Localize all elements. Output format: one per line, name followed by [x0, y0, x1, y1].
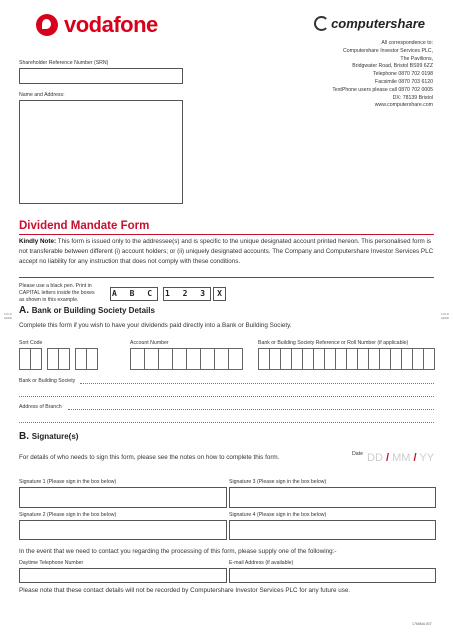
phone-field[interactable] [19, 568, 227, 583]
account-number-box[interactable] [214, 348, 229, 370]
signature-2-box[interactable] [19, 520, 227, 540]
kindly-note [19, 237, 434, 267]
account-number-box[interactable] [172, 348, 187, 370]
sort-code-box[interactable] [58, 348, 70, 370]
signature-4-box[interactable] [229, 520, 436, 540]
pen-line: Please use a black pen. Print in [19, 283, 92, 289]
footer-code: 1766MA 007 [412, 622, 432, 626]
account-number-box[interactable] [130, 348, 145, 370]
account-number-box[interactable] [158, 348, 173, 370]
bank-field-line2[interactable] [19, 396, 434, 397]
corr-line: Computershare Investor Services PLC, [343, 47, 433, 54]
signature-1-box[interactable] [19, 487, 227, 508]
corr-line: Bridgwater Road, Bristol BS99 6ZZ [352, 63, 433, 70]
section-b-intro: For details of who needs to sign this form, please see the notes on how to complete this form. [19, 454, 280, 461]
signature-3-box[interactable] [229, 487, 436, 508]
corr-line: All correspondence to: [381, 40, 433, 46]
computershare-logo [314, 16, 425, 31]
pen-instructions [19, 283, 95, 304]
footer-note: Please note that these contact details will not be recorded by Computershare Investor Services PLC for any future use. [19, 587, 351, 594]
account-number-box[interactable] [200, 348, 215, 370]
section-b-letter: B. [19, 431, 29, 442]
form-title: Dividend Mandate Form [19, 220, 150, 232]
account-number-box[interactable] [186, 348, 201, 370]
section-b-heading [19, 431, 78, 442]
date-label: Date [352, 451, 363, 457]
vodafone-logo-text: vodafone [64, 12, 158, 37]
date-field[interactable] [367, 452, 434, 464]
signature-3-label: Signature 3 (Please sign in the box below) [229, 479, 327, 485]
vodafone-logo [36, 12, 158, 38]
title-divider [19, 234, 434, 235]
email-field[interactable] [229, 568, 436, 583]
corr-line: www.computershare.com [374, 102, 433, 109]
computershare-c-icon [314, 16, 329, 31]
corr-line: Telephone 0870 702 0198 [373, 71, 433, 78]
contact-intro: In the event that we need to contact you regarding the processing of this form, please supply one of the following:- [19, 548, 337, 555]
corr-line: Facsimile 0870 703 6120 [375, 78, 433, 85]
section-a-letter: A. [19, 305, 29, 316]
example-cross: X [213, 287, 226, 301]
section-b-title: Signature(s) [31, 432, 79, 441]
reference-box[interactable] [423, 348, 435, 370]
kindly-note-text: This form is issued only to the addressee(s) and is specific to the unique designated account printed hereon. This personalised form is not transferable between different (i) account holders; or (ii) uniquely designated accounts. The Company and Computershare Investor Services PLC accept no liability for any instruction that does not comply with these conditions. [19, 238, 434, 265]
name-address-label: Name and Address: [19, 92, 65, 98]
kindly-note-label: Kindly Note: [19, 238, 57, 245]
vodafone-speechmark-icon [36, 14, 58, 36]
example-letters: A B C [110, 287, 158, 301]
pen-line: CAPITAL letters inside the boxes [19, 290, 95, 296]
bank-label: Bank or Building Society [19, 378, 76, 384]
email-label: E-mail Address (if available) [229, 560, 294, 566]
pen-line: as shown in this example. [19, 297, 79, 303]
branch-field-line2[interactable] [19, 422, 434, 423]
sort-code-label: Sort Code [19, 340, 43, 346]
section-a-title: Bank or Building Society Details [31, 306, 155, 315]
signature-2-label: Signature 2 (Please sign in the box below) [19, 512, 117, 518]
account-number-label: Account Number [130, 340, 169, 346]
bank-field[interactable] [80, 383, 434, 384]
signature-4-label: Signature 4 (Please sign in the box below) [229, 512, 327, 518]
sort-code-box[interactable] [30, 348, 42, 370]
account-number-box[interactable] [144, 348, 159, 370]
fold-here-left: FOLD HERE [3, 312, 13, 320]
phone-label: Daytime Telephone Number [19, 560, 84, 566]
sort-code-box[interactable] [86, 348, 98, 370]
date-mm: MM [392, 452, 411, 464]
date-separator: / [385, 452, 390, 464]
date-separator: / [413, 452, 417, 464]
example-digits: 1 2 3 [163, 287, 211, 301]
signature-1-label: Signature 1 (Please sign in the box below) [19, 479, 117, 485]
srn-field[interactable] [19, 68, 183, 84]
section-a-intro: Complete this form if you wish to have your dividends paid directly into a Bank or Building Society. [19, 322, 292, 329]
branch-field[interactable] [68, 409, 434, 410]
srn-label: Shareholder Reference Number (SRN) [19, 60, 109, 66]
fold-here-right: FOLD HERE [440, 312, 450, 320]
section-a-heading [19, 305, 155, 316]
date-dd: DD [367, 452, 383, 464]
corr-line: The Pavilions, [400, 55, 433, 62]
corr-line: TextPhone users please call 0870 702 0005 [332, 86, 433, 93]
corr-line: DX: 78139 Bristol [392, 94, 433, 101]
branch-label: Address of Branch [19, 404, 62, 410]
account-number-box[interactable] [228, 348, 243, 370]
date-yy: YY [419, 452, 435, 464]
computershare-logo-text: computershare [331, 16, 425, 31]
note-divider [19, 277, 434, 278]
name-address-field[interactable] [19, 100, 183, 204]
reference-label: Bank or Building Society Reference or Roll Number (if applicable) [258, 340, 409, 346]
correspondence-address [332, 40, 433, 110]
